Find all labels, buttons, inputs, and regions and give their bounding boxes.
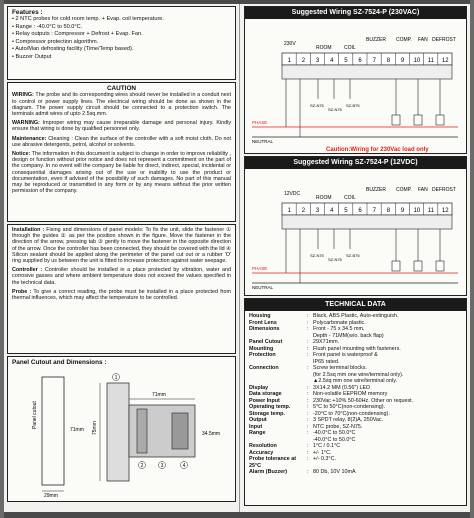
terminal-screws bbox=[282, 65, 452, 79]
tech-key: Operating temp. bbox=[249, 404, 291, 410]
tech-value: 1°C / 0.1°C bbox=[313, 443, 341, 449]
tech-key: Input bbox=[249, 423, 263, 430]
phase-label: PHASE bbox=[252, 266, 268, 271]
defrost-label: DEFROST bbox=[432, 187, 456, 193]
tech-key: Probe tolerance at 25°C bbox=[249, 456, 297, 469]
wiring-230-diagram bbox=[246, 19, 470, 153]
wiring-label: WIRING: bbox=[12, 92, 34, 99]
probe-label-1: SZ-N75 bbox=[310, 103, 324, 108]
feature-item: • Auto/Man defrosting facility (Time/Temp based). bbox=[12, 46, 231, 54]
wiring-230-box bbox=[244, 6, 467, 154]
wiring-text: The probe and its corresponding wires should never be installed in a conduit next to control or power supply lines. The electrical wiring should be done as shown in the diagram. The power supply circuit should be connected to a protection switch. The terminals admit wires of upto 2.5sq.mm. bbox=[12, 92, 231, 118]
tech-value: Screw terminal blocks. bbox=[313, 365, 367, 371]
probe-label-3: SZ-B75 bbox=[346, 103, 360, 108]
tech-value: 3X14.2 MM (0.56") LED bbox=[313, 384, 371, 391]
tech-value: (for 2.5sq mm one wire/terminal only). bbox=[313, 371, 404, 378]
warning-text: Improper wiring may cause irreparable damage and personal injury. Kindly ensure that wiring is done by qualified personnel only. bbox=[12, 120, 231, 133]
terminal-number: 1 bbox=[287, 208, 291, 214]
notice-text: The information in this document is subject to change in order to improve reliability , design or function without prior notice and does not represent a commitment on the part of the company. In no event will the company be liable for direct, indirect, special, incidental or consequential damages arising out of the use or inability to use the product or documentation, even if advised of the possibility of such damages. No part of this manual may be reproduced or transmitted in any form or by any means without the prior written permission of the company. bbox=[12, 151, 231, 195]
tech-colon: : bbox=[307, 417, 309, 423]
tech-colon: : bbox=[307, 384, 309, 391]
probe-label-3: SZ-B75 bbox=[346, 253, 360, 258]
fan-label: FAN bbox=[418, 37, 428, 43]
tech-key: Accuracy bbox=[249, 449, 274, 456]
tech-colon: : bbox=[307, 469, 309, 475]
tech-value: 29X71mm. bbox=[313, 339, 340, 345]
tech-value: Black, ABS Plastic, Auto-extinguish. bbox=[313, 313, 399, 319]
tech-value: -20°C to 70°C(non-condensing). bbox=[313, 410, 390, 417]
terminal-screws bbox=[282, 215, 452, 229]
tech-colon: : bbox=[307, 456, 309, 462]
cutout-width-label: 29mm bbox=[44, 493, 58, 499]
panel-cutout-label: Panel cutout bbox=[32, 401, 38, 429]
terminal-number: 9 bbox=[400, 58, 405, 64]
terminal-number: 12 bbox=[441, 208, 449, 214]
warning-paragraph bbox=[12, 120, 231, 132]
tech-value: NTC probe, SZ-N75. bbox=[313, 423, 363, 430]
tech-value: +/- 1°C. bbox=[313, 449, 332, 456]
panel-dimension-drawing bbox=[12, 369, 234, 499]
tech-key: Storage temp. bbox=[249, 410, 285, 417]
panel-title: Panel Cutout and Dimensions : bbox=[12, 359, 107, 366]
callout-2-number: 2 bbox=[140, 463, 144, 469]
tech-key: Dimensions bbox=[249, 326, 280, 332]
wiring-12v-diagram bbox=[246, 169, 470, 295]
terminal-number: 1 bbox=[287, 58, 291, 64]
notice-label: Notice: bbox=[12, 151, 31, 158]
caution-box bbox=[7, 82, 236, 222]
terminal-number: 10 bbox=[413, 208, 421, 214]
wiring-12v-title: Suggested Wiring SZ-7524-P (12VDC) bbox=[245, 157, 466, 169]
notice-paragraph bbox=[12, 151, 231, 194]
tech-key: Resolution bbox=[249, 443, 277, 449]
wiring-12v-box bbox=[244, 156, 467, 296]
defrost-label: DEFROST bbox=[432, 37, 456, 43]
terminal-lid bbox=[172, 413, 188, 449]
fan-load bbox=[414, 115, 422, 125]
tech-key: Alarm (Buzzer) bbox=[249, 469, 288, 475]
technical-data-table bbox=[245, 311, 466, 478]
panel-cutout-box bbox=[7, 356, 236, 502]
buzzer-label: BUZZER bbox=[366, 187, 386, 193]
technical-data-title: TECHNICAL DATA bbox=[245, 299, 466, 311]
probe-label-2: SZ-N75 bbox=[328, 257, 342, 262]
controller-label: Controller : bbox=[12, 267, 43, 274]
tech-key: Power Input bbox=[249, 397, 280, 404]
tech-key: Display bbox=[249, 384, 269, 391]
probe-label-1: SZ-N75 bbox=[310, 253, 324, 258]
terminal-number: 9 bbox=[400, 208, 405, 214]
comp-load bbox=[392, 261, 400, 271]
front-height-label: 75mm bbox=[92, 421, 98, 435]
terminal-number: 2 bbox=[301, 208, 306, 214]
callout-1-number: 1 bbox=[114, 375, 118, 381]
terminal-number: 11 bbox=[427, 208, 434, 214]
installation-box bbox=[7, 224, 236, 354]
terminal-number: 6 bbox=[358, 208, 362, 214]
probe-label: Probe : bbox=[12, 288, 32, 295]
coil-label: COIL bbox=[344, 45, 356, 51]
terminal-number: 3 bbox=[315, 208, 320, 214]
installation-text: Fixing and dimensions of panel models: To fix the unit, slide the fastener ① through the guides ② as per the position shown in the figure. Move the fastener in the direction of the arrow, pressing tab ③ gently to move the fastener in the opposite direction of the arrow. Once the controller has been connected, they should be covered with the lid ④ Silicon sealant should be applied along the perimeter of the panel cut out or a rubber 'O' ring supplied by us between the unit is fitted to increase protection against water seepage. bbox=[12, 227, 231, 265]
left-column bbox=[4, 4, 240, 512]
fan-label: FAN bbox=[418, 187, 428, 193]
feature-item: • Relay outputs : Compressor + Defrost + Evap. Fan. bbox=[12, 31, 231, 39]
maintenance-text: Cleaning : Clean the surface of the controller with a soft moist cloth. Do not use abrasive detergents, petrol, alcohol or solvents. bbox=[12, 135, 231, 148]
probe-label-2: SZ-N75 bbox=[328, 107, 342, 112]
tech-value: Polycarbonate plastic. bbox=[313, 319, 366, 326]
tech-value: ▲2.5sq mm one wire/terminal only. bbox=[313, 378, 398, 384]
maintenance-label: Maintenance: bbox=[12, 135, 47, 142]
warning-label: WARNING: bbox=[12, 120, 40, 127]
tech-key: Panel Cutout bbox=[249, 339, 283, 345]
buzzer-label: BUZZER bbox=[366, 37, 386, 43]
controller-text: Controller should be installed in a place protected by vibration, water and corrosive gasses and where ambient temperature does not exceed the values specified in the technical data. bbox=[12, 267, 231, 286]
terminal-number: 10 bbox=[413, 58, 421, 64]
terminal-number: 6 bbox=[358, 58, 362, 64]
photo-border-bottom bbox=[0, 512, 474, 518]
tech-row bbox=[249, 456, 462, 469]
controller-paragraph bbox=[12, 267, 231, 286]
room-label: ROOM bbox=[316, 195, 332, 201]
fastener bbox=[137, 409, 147, 453]
tech-colon: : bbox=[307, 326, 309, 332]
terminal-number: 5 bbox=[344, 58, 348, 64]
wiring-caution: Caution:Wiring for 230Vac load only bbox=[326, 147, 429, 153]
tech-key: Housing bbox=[249, 313, 271, 319]
side-width-label: 34.5mm bbox=[202, 431, 221, 437]
defrost-load bbox=[436, 115, 444, 125]
panel-cutout-rect bbox=[42, 377, 64, 485]
installation-paragraph bbox=[12, 227, 231, 264]
feature-item: • Buzzer Output bbox=[12, 54, 231, 62]
tech-value: Flush panel mounting with fasteners. bbox=[313, 345, 401, 352]
neutral-label: NEUTRAL bbox=[252, 139, 274, 144]
tech-value: -40.0°C to 50.0°C bbox=[313, 430, 356, 436]
probe-text: To give a correct reading, the probe must be installed in a place protected from thermal influences, which may affect the temperature to be controlled. bbox=[12, 288, 232, 302]
terminal-number: 7 bbox=[372, 58, 376, 64]
tech-colon: : bbox=[307, 397, 309, 404]
right-column bbox=[241, 4, 470, 512]
cutout-height-label: 71mm bbox=[70, 427, 84, 433]
tech-colon: : bbox=[307, 430, 309, 436]
tech-value: 5°C to 50°C(non-condensing). bbox=[313, 404, 386, 410]
tech-key: Mounting bbox=[249, 345, 274, 352]
technical-data-box bbox=[244, 298, 467, 506]
tech-key: Range bbox=[249, 430, 266, 436]
tech-key: Connection bbox=[249, 365, 279, 371]
callout-4-number: 4 bbox=[182, 463, 186, 469]
probe-paragraph bbox=[12, 289, 231, 301]
tech-value: IP65 rated. bbox=[313, 358, 340, 365]
tech-colon: : bbox=[307, 391, 309, 397]
callout-3-number: 3 bbox=[160, 463, 164, 469]
wiring-230-title: Suggested Wiring SZ-7524-P (230VAC) bbox=[245, 7, 466, 19]
terminal-number: 12 bbox=[441, 58, 449, 64]
fan-load bbox=[414, 261, 422, 271]
voltage-label: 12VDC bbox=[284, 191, 301, 197]
terminal-number: 8 bbox=[386, 208, 391, 214]
installation-label: Installation : bbox=[12, 227, 45, 233]
tech-colon: : bbox=[307, 345, 309, 352]
feature-item: • Range : -40.0°C to 50.0°C. bbox=[12, 24, 231, 32]
tech-colon: : bbox=[307, 365, 309, 371]
tech-value: Front - 75 x 34.5 mm, bbox=[313, 326, 365, 332]
tech-colon: : bbox=[307, 339, 309, 345]
wiring-paragraph bbox=[12, 92, 231, 117]
phase-label: PHASE bbox=[252, 120, 268, 125]
comp-load bbox=[392, 115, 400, 125]
terminal-number: 2 bbox=[301, 58, 306, 64]
depth-label: 71mm bbox=[152, 392, 166, 398]
terminal-number: 7 bbox=[372, 208, 376, 214]
tech-value: 80 Db, 10V 10mA bbox=[313, 469, 356, 475]
tech-value: Depth - 71MM(w/o. back flap) bbox=[313, 332, 384, 339]
terminal-number: 8 bbox=[386, 58, 391, 64]
tech-colon: : bbox=[307, 423, 309, 430]
terminal-number: 5 bbox=[344, 208, 348, 214]
feature-item: • Compressor protection algorithm. bbox=[12, 39, 231, 47]
tech-colon: : bbox=[307, 352, 309, 358]
tech-value: -40.0°C to 50.0°C bbox=[313, 436, 356, 443]
coil-label: COIL bbox=[344, 195, 356, 201]
terminal-number: 4 bbox=[330, 58, 334, 64]
tech-value: Non-volatile EEPROM memory bbox=[313, 391, 388, 397]
terminal-number: 3 bbox=[315, 58, 320, 64]
tech-colon: : bbox=[307, 449, 309, 456]
voltage-label: 230V bbox=[284, 41, 296, 47]
tech-colon: : bbox=[307, 410, 309, 417]
features-list bbox=[12, 16, 231, 61]
tech-value: 230Vac +10% 50-60Hz. Other on request. bbox=[313, 397, 414, 404]
tech-key: Data storage bbox=[249, 391, 282, 397]
tech-value: 3 SPDT relay, 8(2)A, 250Vac. bbox=[313, 417, 384, 423]
defrost-load bbox=[436, 261, 444, 271]
tech-row bbox=[249, 469, 462, 476]
tech-colon: : bbox=[307, 313, 309, 319]
comp-label: COMP. bbox=[396, 187, 412, 193]
features-title: Features : bbox=[12, 9, 43, 16]
features-box bbox=[7, 6, 236, 80]
tech-value: +/- 0.3°C. bbox=[313, 456, 336, 462]
front-bezel bbox=[107, 383, 129, 481]
tech-colon: : bbox=[307, 319, 309, 326]
tech-key: Protection bbox=[249, 352, 276, 358]
maintenance-paragraph bbox=[12, 136, 231, 148]
comp-label: COMP. bbox=[396, 37, 412, 43]
tech-value: Front panel is waterproof & bbox=[313, 352, 378, 358]
tech-colon: : bbox=[307, 404, 309, 410]
caution-title: CAUTION bbox=[106, 85, 137, 92]
terminal-number: 11 bbox=[427, 58, 434, 64]
neutral-label: NEUTRAL bbox=[252, 285, 274, 290]
photo-border-right bbox=[470, 0, 474, 518]
tech-key: Output bbox=[249, 417, 267, 423]
room-label: ROOM bbox=[316, 45, 332, 51]
feature-item: • 2 NTC probes for cold room temp. + Evap. coil temperature. bbox=[12, 16, 231, 24]
tech-colon: : bbox=[307, 443, 309, 449]
tech-key: Front Lens bbox=[249, 319, 277, 326]
terminal-number: 4 bbox=[330, 208, 334, 214]
